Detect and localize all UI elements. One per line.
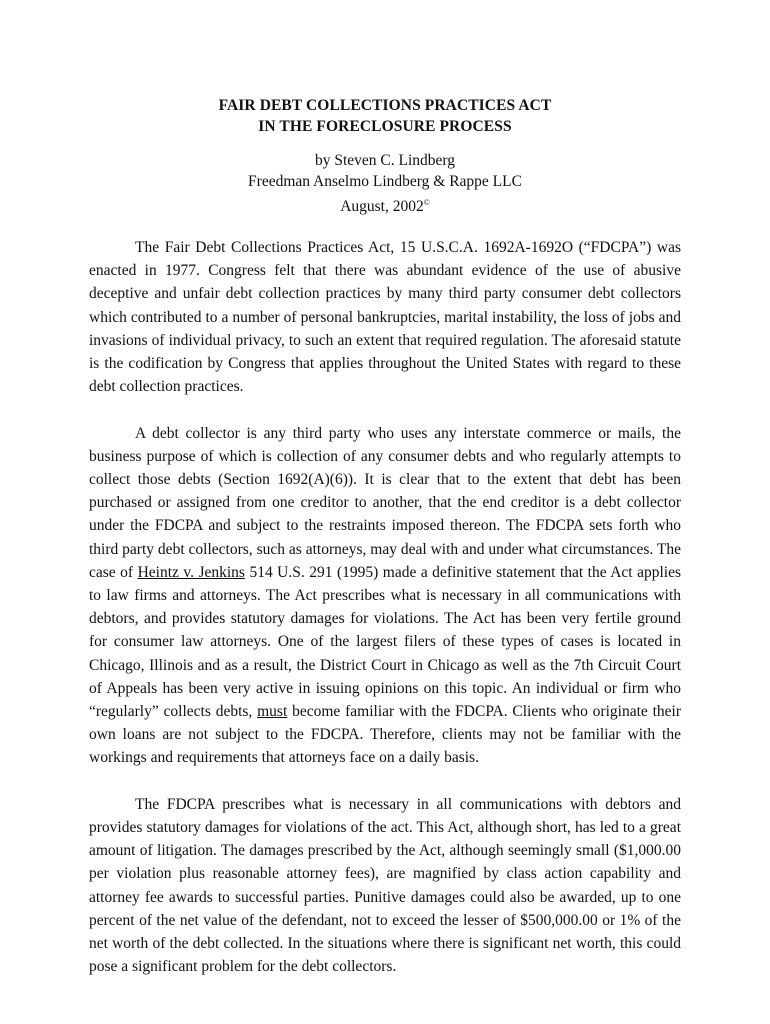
title-line-2: IN THE FORECLOSURE PROCESS [258, 118, 512, 135]
paragraph-2-part-c: become familiar with the FDCPA. Clients who originate their own loans are not subject to the FDCPA. Therefore, clients may not be familiar with the workings and requirements that attorneys face on a daily basis. [89, 703, 681, 767]
date-text: August, 2002 [340, 198, 424, 215]
body-text [89, 236, 681, 978]
date-line [0, 192, 770, 217]
firm-line: Freedman Anselmo Lindberg & Rappe LLC [248, 173, 522, 190]
copyright-mark: © [423, 198, 430, 207]
case-citation: Heintz v. Jenkins [137, 563, 245, 581]
author-line: by Steven C. Lindberg [314, 152, 456, 169]
title-block [0, 95, 770, 137]
paragraph-2-part-a: A debt collector is any third party who uses any interstate commerce or mails, the business purpose of which is collection of any consumer debts and who regularly attempts to collect those debts (Section 1692(A)(6)). It is clear that to the extent that debt has been purchased or assigned from one creditor to another, that the end creditor is a debt collector under the FDCPA and subject to the restraints imposed thereon. The FDCPA sets forth who third party debt collectors, such as attorneys, may deal with and under what circumstances. The case of [89, 424, 681, 581]
title-line-1: FAIR DEBT COLLECTIONS PRACTICES ACT [218, 97, 552, 114]
byline-block [0, 150, 770, 217]
paragraph-2 [89, 422, 681, 770]
emphasis-must: must [257, 703, 288, 721]
paragraph-2-part-b: 514 U.S. 291 (1995) made a definitive statement that the Act applies to law firms and attorneys. The Act prescribes what is necessary in all communications with debtors, and provides statutory damages for violations. The Act has been very fertile ground for consumer law attorneys. One of the largest filers of these types of cases is located in Chicago, Illinois and as a result, the District Court in Chicago as well as the 7th Circuit Court of Appeals has been very active in issuing opinions on this topic. An individual or firm who “regularly” collects debts, [89, 563, 682, 721]
paragraph-3: The FDCPA prescribes what is necessary in all communications with debtors and provides statutory damages for violations of the act. This Act, although short, has led to a great amount of litigation. The damages prescribed by the Act, although seemingly small ($1,000.00 per violation plus reasonable attorney fees), are magnified by class action capability and attorney fee awards to successful parties. Punitive damages could also be awarded, up to one percent of the net value of the defendant, not to exceed the lesser of $500,000.00 or 1% of the net worth of the debt collected. In the situations where there is significant net worth, this could pose a significant problem for the debt collectors. [89, 795, 681, 976]
paragraph-1: The Fair Debt Collections Practices Act, 15 U.S.C.A. 1692A-1692O (“FDCPA”) was enacted in 1977. Congress felt that there was abundant evidence of the use of abusive deceptive and unfair debt collection practices by many third party consumer debt collectors which contributed to a number of personal bankruptcies, marital instability, the loss of jobs and invasions of individual privacy, to such an extent that required regulation. The aforesaid statute is the codification by Congress that applies throughout the United States with regard to these debt collection practices. [89, 239, 681, 396]
